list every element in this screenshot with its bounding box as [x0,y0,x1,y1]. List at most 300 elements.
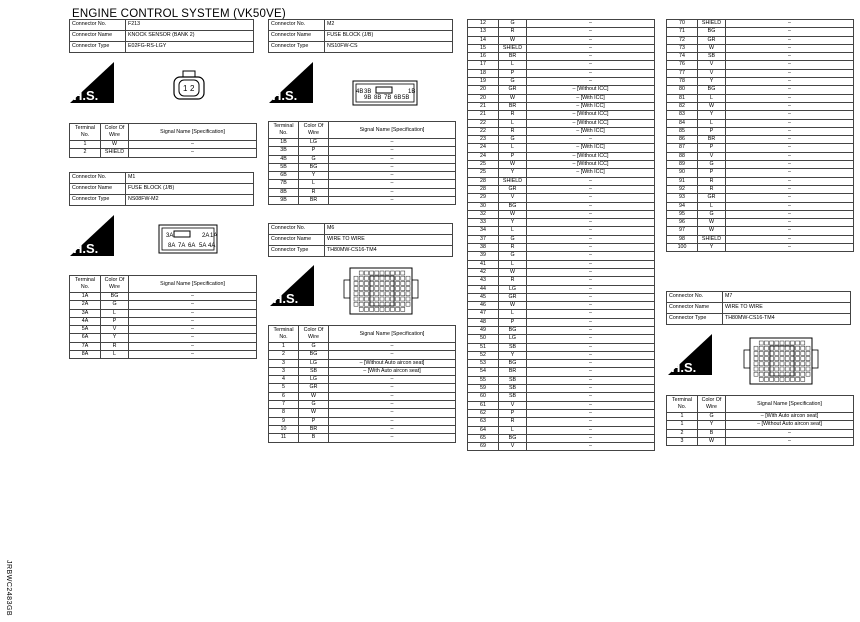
wire-color-header: Color Of Wire [101,276,129,293]
wire-color: L [299,180,329,188]
signal-name: – [329,180,456,188]
wire-color: V [698,61,726,69]
wire-color: W [499,268,527,276]
wire-color: G [499,136,527,144]
table-row [70,309,257,317]
wire-color: G [299,401,329,409]
wire-color: W [698,102,726,110]
table-row [468,409,655,417]
wire-color: W [299,409,329,417]
table-row [468,376,655,384]
wire-color: L [698,94,726,102]
terminal-no: 9 [269,417,299,425]
terminal-no: 28 [468,177,499,185]
wire-color: P [299,147,329,155]
terminal-no: 5B [269,163,299,171]
terminal-no: 11 [269,434,299,442]
signal-name: – [726,169,854,177]
wire-color: LG [499,335,527,343]
signal-name: – [527,401,655,409]
knock-sensor-connector-face [171,70,207,102]
wire-color: BG [499,360,527,368]
table-row [468,53,655,61]
wire-color: L [499,310,527,318]
connector-name-value: WIRE TO WIRE [325,235,453,246]
wire-color: BR [299,197,329,205]
terminal-no: 19 [468,78,499,86]
table-row [468,252,655,260]
table-row [468,78,655,86]
terminal-no: 41 [468,260,499,268]
signal-name: – [527,252,655,260]
wire-color: BG [299,163,329,171]
terminal-no: 44 [468,285,499,293]
wire-color: BG [499,434,527,442]
pin-label: 1A [210,233,218,239]
terminal-no: 20 [468,94,499,102]
signal-name: – [329,155,456,163]
signal-name: – [726,69,854,77]
signal-name: – [329,197,456,205]
wire-color: R [499,418,527,426]
wire-color: Y [698,244,726,252]
wire-color: SHIELD [698,20,726,28]
connector-type-label: Connector Type [269,246,325,257]
signal-name: – [527,244,655,252]
signal-name: – [527,393,655,401]
connector-info-m6 [268,223,453,257]
table-row [468,426,655,434]
table-row [468,194,655,202]
table-row [269,197,456,205]
terminal-no: 47 [468,310,499,318]
signal-name: – [129,342,257,350]
terminal-no: 83 [667,111,698,119]
wire-color: P [299,417,329,425]
terminal-no: 74 [667,53,698,61]
signal-name: – [129,317,257,325]
terminal-no: 81 [667,94,698,102]
signal-name: – [527,326,655,334]
wire-color: SB [499,376,527,384]
terminal-no: 96 [667,219,698,227]
wire-color: SHIELD [499,177,527,185]
terminal-no: 60 [468,393,499,401]
table-row [667,421,854,429]
signal-name: – [726,94,854,102]
connector-name-label: Connector Name [70,31,126,42]
table-row [468,277,655,285]
terminal-no: 5A [70,326,101,334]
terminal-no: 51 [468,343,499,351]
wire-color: Y [698,78,726,86]
wire-color: P [499,409,527,417]
table-row [70,351,257,359]
wire-color: P [698,144,726,152]
table-row [468,210,655,218]
wire-color: G [299,343,329,351]
table-row [468,219,655,227]
signal-name: – [726,119,854,127]
connector-name-label: Connector Name [269,235,325,246]
signal-name: – [726,194,854,202]
terminal-no: 4 [269,376,299,384]
wire-color: G [499,20,527,28]
table-row [468,152,655,160]
terminal-no: 12 [468,20,499,28]
hs-logo [70,215,114,256]
signal-name: – [Without ICC] [527,86,655,94]
wire-color: SHIELD [101,149,129,157]
signal-name: – [129,301,257,309]
table-row [269,417,456,425]
signal-name: – [527,310,655,318]
signal-name-header: Signal Name [Specification] [329,122,456,139]
wire-color: W [698,227,726,235]
terminal-no: 64 [468,426,499,434]
signal-name: – [129,351,257,359]
wire-color-header: Color Of Wire [698,396,726,413]
wire-color: LG [499,285,527,293]
table-row [667,177,854,185]
terminal-no: 94 [667,202,698,210]
terminal-no: 3 [269,367,299,375]
signal-name: – [With ICC] [527,127,655,135]
wire-to-wire-connector-face-m7 [742,336,820,388]
table-row [70,293,257,301]
signal-name: – [329,163,456,171]
wire-color: BG [499,326,527,334]
connector-name-value: KNOCK SENSOR (BANK 2) [126,31,254,42]
table-row [468,310,655,318]
signal-name: – [527,277,655,285]
hs-text: H.S. [73,88,99,103]
table-row [468,401,655,409]
hs-logo [668,334,712,375]
signal-name: – [329,401,456,409]
signal-name: – [With ICC] [527,144,655,152]
wire-color: BG [698,86,726,94]
signal-name: – [129,141,257,149]
terminal-no: 10 [269,425,299,433]
terminal-no: 73 [667,44,698,52]
table-row [269,155,456,163]
wire-color: G [101,301,129,309]
terminal-no: 6B [269,172,299,180]
terminal-no: 1B [269,139,299,147]
table-row [468,86,655,94]
pin-label: 4B [356,89,364,95]
signal-name: – [726,177,854,185]
signal-name: – [527,194,655,202]
signal-name: – [527,44,655,52]
terminal-no: 3A [70,309,101,317]
wire-color: P [499,69,527,77]
wire-color: R [499,277,527,285]
wire-color: W [499,161,527,169]
wire-color: R [299,188,329,196]
signal-name: – [527,20,655,28]
connector-no-value: M1 [126,173,254,184]
signal-name: – [527,210,655,218]
table-row [468,127,655,135]
table-row [468,351,655,359]
table-row [468,434,655,442]
signal-name: – [Without ICC] [527,119,655,127]
wire-color: Y [499,169,527,177]
image-code-text: JRBWC2483GB [5,560,12,617]
wire-color-header: Color Of Wire [101,124,129,141]
wire-color: R [499,28,527,36]
signal-name: – [726,44,854,52]
wire-color: G [698,210,726,218]
terminal-no: 22 [468,127,499,135]
terminal-no: 78 [667,78,698,86]
wire-color: V [698,69,726,77]
table-row [468,36,655,44]
signal-name: – [129,326,257,334]
wire-color: W [499,210,527,218]
wire-color: L [499,227,527,235]
table-row [667,36,854,44]
connector-info-m7 [666,291,851,325]
terminal-no: 25 [468,169,499,177]
wire-color: G [698,161,726,169]
hs-logo [269,62,313,103]
table-row [667,78,854,86]
table-row [269,139,456,147]
wire-color: R [499,127,527,135]
wire-color: GR [299,384,329,392]
connector-type-value: E02FG-RS-LGY [126,42,254,53]
signal-name: – [With Auto aircon seat] [726,413,854,421]
wire-color: Y [698,421,726,429]
table-row [667,144,854,152]
table-row [667,94,854,102]
terminal-no: 48 [468,318,499,326]
fuse-block-connector-face-m1 [158,222,218,256]
signal-name: – [726,102,854,110]
wire-color: L [101,351,129,359]
wire-color: SB [499,393,527,401]
wire-color: BR [499,102,527,110]
wire-color: P [101,317,129,325]
table-row [468,185,655,193]
table-row [269,425,456,433]
table-row [468,318,655,326]
terminal-no: 1 [70,141,101,149]
wire-color: SB [499,343,527,351]
hs-text: H.S. [273,291,299,306]
table-row [468,343,655,351]
signal-name: – [726,136,854,144]
pin-label: 5B [402,95,410,101]
table-row [269,351,456,359]
connector-name-label: Connector Name [269,31,325,42]
table-row [667,210,854,218]
signal-name: – [527,61,655,69]
wire-color: LG [299,376,329,384]
terminal-no: 17 [468,61,499,69]
table-row [468,260,655,268]
terminal-no-header: Terminal No. [269,326,299,343]
table-row [667,227,854,235]
signal-name: – [Without Auto aircon seat] [329,359,456,367]
signal-name: – [129,309,257,317]
terminal-no-header: Terminal No. [70,124,101,141]
terminal-table-m2 [268,121,456,205]
pin-label: 9B [364,95,372,101]
wire-color: BG [499,202,527,210]
wire-color: BR [698,136,726,144]
table-row [667,219,854,227]
terminal-table-f213 [69,123,257,158]
terminal-no: 29 [468,194,499,202]
table-row [468,368,655,376]
wire-color: W [499,94,527,102]
pin-label: 1B [408,89,416,95]
table-row [269,188,456,196]
table-row [667,102,854,110]
table-row [468,393,655,401]
terminal-no: 54 [468,368,499,376]
terminal-no: 65 [468,434,499,442]
wire-color: W [698,437,726,445]
terminal-no: 87 [667,144,698,152]
signal-name: – [329,376,456,384]
wire-color: SHIELD [698,235,726,243]
pin-label: 8B [374,95,382,101]
table-row [667,69,854,77]
terminal-no: 24 [468,152,499,160]
signal-name: – [726,111,854,119]
table-row [269,384,456,392]
wire-color-header: Color Of Wire [299,326,329,343]
table-row [468,418,655,426]
terminal-no: 70 [667,20,698,28]
signal-name: – [726,152,854,160]
table-row [269,434,456,442]
wire-color: R [698,177,726,185]
signal-name: – [With ICC] [527,102,655,110]
table-row [468,227,655,235]
pin-label: 3B [364,89,372,95]
terminal-no: 1 [667,421,698,429]
signal-name: – [726,53,854,61]
terminal-no: 53 [468,360,499,368]
terminal-no: 21 [468,111,499,119]
signal-name: – [527,227,655,235]
terminal-no: 72 [667,36,698,44]
signal-name: – [527,69,655,77]
table-row [269,401,456,409]
signal-name: – [726,202,854,210]
terminal-table-m7 [666,395,854,446]
signal-name: – [726,227,854,235]
terminal-no: 4A [70,317,101,325]
table-row [468,268,655,276]
signal-name: – [329,351,456,359]
table-row [468,293,655,301]
signal-name: – [527,36,655,44]
fuse-block-connector-face-m2 [352,78,418,108]
terminal-no: 92 [667,185,698,193]
signal-name: – [726,127,854,135]
signal-name: – [329,409,456,417]
signal-name: – [726,28,854,36]
terminal-no: 97 [667,227,698,235]
table-row [667,152,854,160]
terminal-no: 7A [70,342,101,350]
terminal-no: 100 [667,244,698,252]
terminal-no: 49 [468,326,499,334]
terminal-no: 18 [468,69,499,77]
wire-color: GR [499,185,527,193]
terminal-no: 98 [667,235,698,243]
table-row [667,127,854,135]
table-row [667,20,854,28]
pin-label: 6A [188,243,196,249]
table-row [468,202,655,210]
terminal-no: 25 [468,161,499,169]
table-row [269,180,456,188]
table-row [468,161,655,169]
signal-name: – [527,318,655,326]
table-row [667,136,854,144]
terminal-no: 63 [468,418,499,426]
terminal-no: 6A [70,334,101,342]
connector-type-label: Connector Type [70,195,126,206]
terminal-no: 42 [468,268,499,276]
wire-color: L [499,260,527,268]
signal-name: – [Without ICC] [527,111,655,119]
terminal-no: 8A [70,351,101,359]
terminal-no-header: Terminal No. [269,122,299,139]
table-row [468,28,655,36]
pin-label: 2A [202,233,210,239]
wire-color: R [101,342,129,350]
hs-text: H.S. [73,241,99,256]
terminal-no: 7B [269,180,299,188]
signal-name: – [527,418,655,426]
signal-name: – [527,285,655,293]
signal-name: – [726,161,854,169]
wire-color: P [698,169,726,177]
wire-color: GR [499,86,527,94]
signal-name: – [129,149,257,157]
terminal-no: 9B [269,197,299,205]
terminal-no: 59 [468,385,499,393]
terminal-no: 14 [468,36,499,44]
pin-label: 3A [166,233,174,239]
wire-color: G [499,252,527,260]
terminal-no: 3B [269,147,299,155]
image-code [0,560,14,617]
table-row [667,235,854,243]
terminal-no: 89 [667,161,698,169]
wire-color: R [698,185,726,193]
terminal-no-header: Terminal No. [667,396,698,413]
signal-name: – [726,437,854,445]
wire-color: V [499,194,527,202]
wire-color: BG [101,293,129,301]
signal-name: – [726,244,854,252]
connector-type-value: NS10FW-CS [325,42,453,53]
signal-name: – [129,293,257,301]
table-row [70,301,257,309]
wire-color: Y [101,334,129,342]
signal-name: – [527,268,655,276]
